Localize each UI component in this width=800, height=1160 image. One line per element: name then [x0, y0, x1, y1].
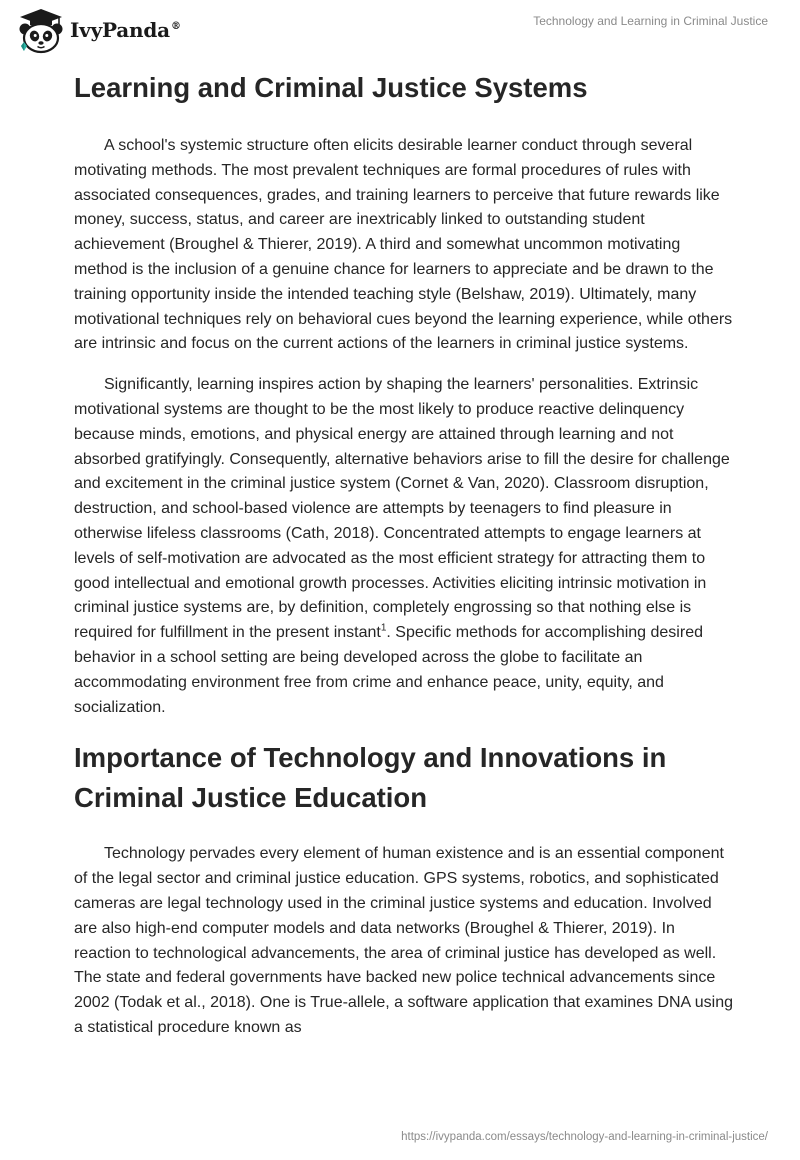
paragraph: Technology pervades every element of human existence and is an essential component of the legal sector and criminal justice education. GPS systems, robotics, and sophisticated cameras are legal technology used in the criminal justice systems and education. Involved are also high-end computer models and data networks (Broughel & Thierer, 2019). In reaction to technological advancements, the area of criminal justice has developed as well. The state and federal governments have backed new police technical advancements since 2002 (Todak et al., 2018). One is True-allele, a software application that examines DNA using a statistical procedure known as [74, 845, 734, 1036]
paragraph-text: Significantly, learning inspires action by shaping the learners' personalities. Extrinsic motivational systems are thought to be the most likely to produce reactive delinquency because minds, emotions, and physical energy are attained through learning and not absorbed gratifyingly. Consequently, alternative behaviors arise to fill the desire for challenge and excitement in the criminal justice system (Cornet & Van, 2020). Classroom disruption, destruction, and school-based violence are attempts by teenagers to find pleasure in otherwise lifeless classrooms (Cath, 2018). Concentrated attempts to engage learners at levels of self-motivation are advocated as the most efficient strategy for attracting them to good intellectual and emotional growth processes. Activities eliciting intrinsic motivation in criminal justice systems are, by definition, completely engrossing so that nothing else is required for fulfillment in the present instant [74, 376, 730, 642]
paragraph: A school's systemic structure often elicits desirable learner conduct through several motivating methods. The most prevalent techniques are formal procedures of rules with associated consequences, grades, and training learners to perceive that future rewards like money, success, status, and career are inextricably linked to outstanding student achievement (Broughel & Thierer, 2019). A third and somewhat uncommon motivating method is the inclusion of a genuine chance for learners to appreciate and be drawn to the training opportunity inside the intended teaching style (Belshaw, 2019). Ultimately, many motivational techniques rely on behavioral cues beyond the learning experience, while others are intrinsic and focus on the current actions of the learners in criminal justice systems. [74, 137, 733, 353]
paragraph-text: . Specific methods for accomplishing desired behavior in a school setting are being developed across the globe to facilitate an accommodating environment free from crime and enhance peace, unity, equity, and socialization. [74, 624, 703, 716]
logo-name: IvyPanda [70, 18, 170, 42]
panda-logo-icon [16, 8, 66, 54]
logo-wordmark [70, 18, 181, 42]
paragraph [74, 373, 734, 720]
essay-body [74, 68, 734, 1041]
running-title: Technology and Learning in Criminal Justice [533, 14, 768, 28]
section-heading-technology: Importance of Technology and Innovations in Criminal Justice Education [74, 742, 667, 814]
site-logo[interactable] [16, 8, 181, 54]
source-url[interactable]: https://ivypanda.com/essays/technology-and-learning-in-criminal-justice/ [401, 1131, 768, 1143]
footnote-marker[interactable]: 1 [380, 622, 387, 634]
section-heading-learning: Learning and Criminal Justice Systems [74, 72, 588, 103]
page-header [0, 0, 800, 56]
registered-mark: ® [170, 21, 181, 33]
